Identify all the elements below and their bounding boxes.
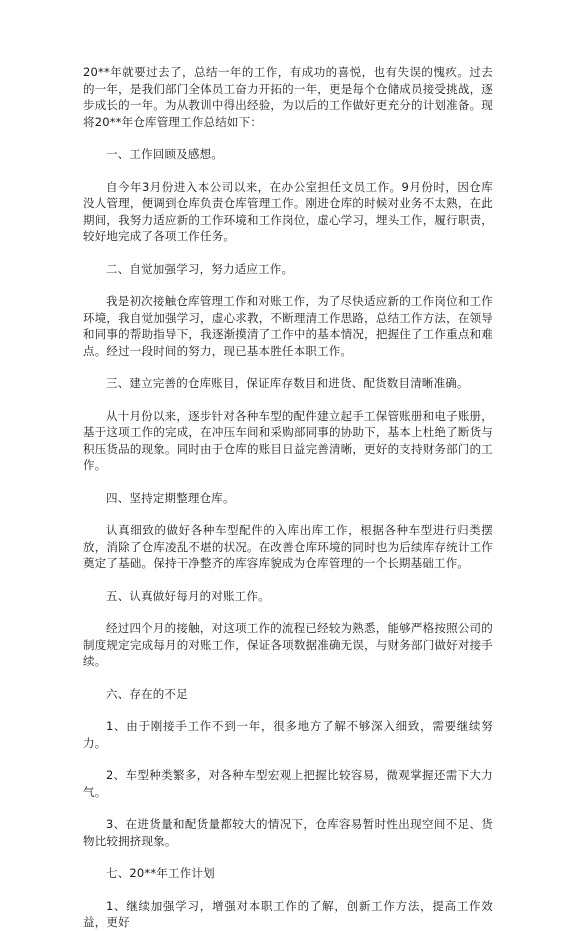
plan-heading: 七、20**年工作计划	[106, 866, 215, 880]
section-2-heading: 二、自觉加强学习，努力适应工作。	[106, 261, 294, 276]
section-1-body: 自今年3月份进入本公司以来，在办公室担任文员工作。9月份时，因仓库没人管理，便调到仓库负责仓库管理工作。刚进仓库的时候对业务不太熟，在此期间，我努力适应新的工作环境和工作岗位，虚心学习，埋头工作，履行职责，较好地完成了各项工作任务。	[83, 179, 493, 243]
section-3-heading: 三、建立完善的仓库账目，保证库存数目和进货、配货数目清晰准确。	[106, 376, 469, 390]
shortcomings-heading: 六、存在的不足	[106, 686, 188, 701]
section-4-heading: 四、坚持定期整理仓库。	[106, 490, 235, 505]
section-1-heading: 一、工作回顾及感想。	[106, 147, 223, 161]
section-2-body: 我是初次接触仓库管理工作和对账工作，为了尽快适应新的工作岗位和工作环境，我自觉加强学习，虚心求教，不断理清工作思路，总结工作方法，在领导和同事的帮助指导下，我逐渐摸清了工作中的基本情况，把握住了工作重点和难点。经过一段时间的努力，现已基本胜任本职工作。	[83, 294, 493, 358]
section-4-body: 认真细致的做好各种车型配件的入库出库工作，根据各种车型进行归类摆放，消除了仓库凌乱不堪的状况。在改善仓库环境的同时也为后续库存统计工作奠定了基础。保持干净整齐的库容库貌成为仓库管理的一个长期基础工作。	[83, 523, 493, 570]
intro-paragraph: 20**年就要过去了，总结一年的工作，有成功的喜悦，也有失误的愧疚。过去的一年，是我们部门全体员工奋力开拓的一年，更是每个仓储成员接受挑战，逐步成长的一年。为从教训中得出经验，为以后的工作做好更充分的计划准备。现将20**年仓库管理工作总结如下：	[83, 65, 493, 129]
shortcoming-item-2: 2、车型种类繁多，对各种车型宏观上把握比较容易，微观掌握还需下大力气。	[83, 768, 493, 799]
document-body	[83, 64, 493, 931]
shortcoming-item-3: 3、在进货量和配货量都较大的情况下，仓库容易暂时性出现空间不足、货物比较拥挤现象。	[83, 817, 493, 848]
section-5-heading: 五、认真做好每月的对账工作。	[106, 588, 270, 603]
shortcoming-item-1: 1、由于刚接手工作不到一年，很多地方了解不够深入细致，需要继续努力。	[83, 719, 493, 750]
plan-item-1: 1、继续加强学习，增强对本职工作的了解，创新工作方法，提高工作效益，更好	[83, 898, 493, 929]
section-5-body: 经过四个月的接触，对这项工作的流程已经较为熟悉，能够严格按照公司的制度规定完成每月的对账工作，保证各项数据准确无误，与财务部门做好对接手续。	[83, 621, 493, 668]
section-3-body: 从十月份以来，逐步针对各种车型的配件建立起手工保管账册和电子账册，基于这项工作的完成，在冲压车间和采购部同事的协助下，基本上杜绝了断货与积压货品的现象。同时由于仓库的账目日益完善清晰，更好的支持财务部门的工作。	[83, 408, 493, 472]
